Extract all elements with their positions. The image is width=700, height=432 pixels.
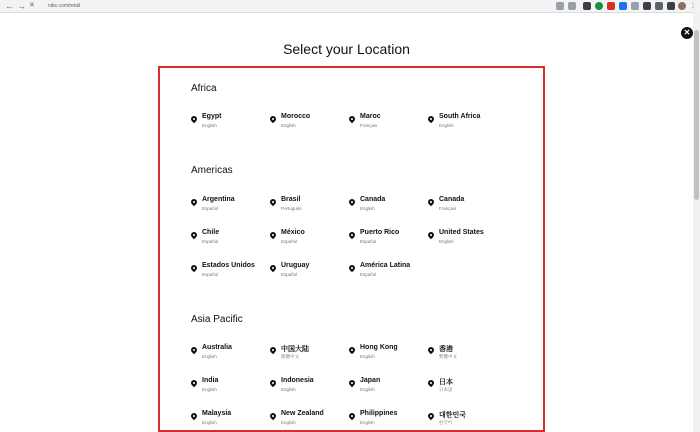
browser-toolbar bbox=[0, 0, 700, 13]
language-label: English bbox=[360, 206, 375, 211]
location-link[interactable] bbox=[191, 113, 271, 135]
pin-icon bbox=[269, 412, 277, 420]
back-icon[interactable]: ← bbox=[5, 1, 14, 11]
location-link[interactable] bbox=[428, 113, 508, 135]
location-link[interactable] bbox=[270, 113, 350, 135]
scrollbar[interactable] bbox=[693, 12, 700, 432]
language-label: Español bbox=[202, 206, 219, 211]
address-bar[interactable]: nike.com/retail bbox=[48, 3, 81, 9]
region-heading-americas: Americas bbox=[191, 165, 233, 176]
country-name: Brasil bbox=[281, 196, 301, 203]
country-name: Canada bbox=[439, 196, 465, 203]
country-name: Indonesia bbox=[281, 377, 314, 384]
pin-icon bbox=[348, 412, 356, 420]
location-link[interactable] bbox=[191, 410, 271, 432]
location-link[interactable] bbox=[349, 344, 429, 366]
location-link[interactable] bbox=[191, 196, 271, 218]
pin-icon bbox=[348, 231, 356, 239]
location-link[interactable] bbox=[349, 229, 429, 251]
language-label: English bbox=[202, 354, 217, 359]
avatar[interactable] bbox=[678, 2, 686, 10]
pin-icon bbox=[190, 346, 198, 354]
language-label: Español bbox=[281, 272, 298, 277]
puzzle-icon[interactable] bbox=[655, 2, 663, 10]
country-name: América Latina bbox=[360, 262, 411, 269]
location-link[interactable] bbox=[191, 344, 271, 366]
pin-icon bbox=[348, 115, 356, 123]
language-label: English bbox=[439, 239, 454, 244]
country-name: South Africa bbox=[439, 113, 481, 120]
location-link[interactable] bbox=[349, 113, 429, 135]
forward-icon[interactable]: → bbox=[17, 1, 26, 11]
media-icon[interactable] bbox=[667, 2, 675, 10]
country-name: Argentina bbox=[202, 196, 235, 203]
pin-icon bbox=[190, 379, 198, 387]
country-name: Hong Kong bbox=[360, 344, 398, 351]
language-label: English bbox=[360, 420, 375, 425]
country-name: Chile bbox=[202, 229, 220, 236]
pin-icon bbox=[348, 346, 356, 354]
language-label: English bbox=[202, 420, 217, 425]
country-name: India bbox=[202, 377, 219, 384]
language-label: English bbox=[281, 123, 296, 128]
pin-icon bbox=[269, 115, 277, 123]
pin-icon bbox=[427, 231, 435, 239]
country-name: México bbox=[281, 229, 305, 236]
country-name: Japan bbox=[360, 377, 381, 384]
language-label: English bbox=[439, 123, 454, 128]
pin-icon bbox=[269, 264, 277, 272]
pin-icon bbox=[269, 198, 277, 206]
country-name: Maroc bbox=[360, 113, 381, 120]
language-label: Español bbox=[360, 239, 377, 244]
pin-icon bbox=[348, 264, 356, 272]
location-link[interactable] bbox=[349, 410, 429, 432]
language-label: Español bbox=[202, 272, 219, 277]
country-name: Uruguay bbox=[281, 262, 310, 269]
pin-icon bbox=[190, 115, 198, 123]
language-label: Español bbox=[202, 239, 219, 244]
reload-icon[interactable]: ✕ bbox=[29, 2, 35, 9]
country-name: 日本 bbox=[439, 379, 453, 386]
location-link[interactable] bbox=[191, 229, 271, 251]
country-name: Estados Unidos bbox=[202, 262, 255, 269]
menu-icon[interactable]: ⋮ bbox=[690, 3, 696, 9]
pin-icon bbox=[348, 198, 356, 206]
language-label: 한국어 bbox=[439, 420, 453, 425]
location-link[interactable] bbox=[270, 377, 350, 399]
country-name: Puerto Rico bbox=[360, 229, 400, 236]
location-link[interactable] bbox=[270, 229, 350, 251]
language-label: Español bbox=[281, 239, 298, 244]
location-link[interactable] bbox=[270, 262, 350, 284]
country-name: United States bbox=[439, 229, 484, 236]
language-label: English bbox=[202, 387, 217, 392]
country-name: 대한민국 bbox=[439, 412, 467, 419]
location-link[interactable] bbox=[428, 344, 508, 366]
pin-icon bbox=[269, 231, 277, 239]
location-link[interactable] bbox=[270, 344, 350, 366]
location-link[interactable] bbox=[349, 196, 429, 218]
page-title: Select your Location bbox=[283, 41, 410, 57]
language-label: Français bbox=[360, 123, 378, 128]
scrollbar-thumb[interactable] bbox=[694, 30, 699, 200]
language-label: Español bbox=[360, 272, 377, 277]
translate-icon[interactable] bbox=[619, 2, 627, 10]
location-link[interactable] bbox=[428, 377, 508, 399]
country-name: Malaysia bbox=[202, 410, 232, 417]
country-name: Canada bbox=[360, 196, 386, 203]
country-name: Egypt bbox=[202, 113, 222, 120]
language-label: Português bbox=[281, 206, 302, 211]
pin-icon bbox=[269, 379, 277, 387]
language-label: English bbox=[360, 387, 375, 392]
country-name: New Zealand bbox=[281, 410, 324, 417]
language-label: English bbox=[281, 420, 296, 425]
location-link[interactable] bbox=[428, 229, 508, 251]
pin-icon bbox=[190, 198, 198, 206]
pin-icon bbox=[427, 115, 435, 123]
language-label: Français bbox=[439, 206, 457, 211]
language-label: English bbox=[202, 123, 217, 128]
pin-icon bbox=[190, 264, 198, 272]
grammarly-icon[interactable] bbox=[595, 2, 603, 10]
pin-icon bbox=[190, 412, 198, 420]
country-name: Morocco bbox=[281, 113, 311, 120]
region-heading-asia-pacific: Asia Pacific bbox=[191, 314, 243, 325]
location-link[interactable] bbox=[428, 196, 508, 218]
location-link[interactable] bbox=[349, 377, 429, 399]
extension-icon[interactable] bbox=[583, 2, 591, 10]
pin-icon bbox=[269, 346, 277, 354]
extension-icon[interactable] bbox=[643, 2, 651, 10]
close-icon[interactable]: ✕ bbox=[681, 27, 693, 39]
pin-icon bbox=[427, 346, 435, 354]
location-link[interactable] bbox=[270, 410, 350, 432]
pin-icon bbox=[190, 231, 198, 239]
location-link[interactable] bbox=[349, 262, 429, 284]
location-link[interactable] bbox=[270, 196, 350, 218]
language-label: English bbox=[360, 354, 375, 359]
star-icon[interactable] bbox=[568, 2, 576, 10]
location-link[interactable] bbox=[191, 262, 271, 284]
country-name: 中国大陆 bbox=[281, 346, 309, 353]
extension-icon[interactable] bbox=[607, 2, 615, 10]
location-link[interactable] bbox=[191, 377, 271, 399]
country-name: 香港 bbox=[439, 346, 453, 353]
region-heading-africa: Africa bbox=[191, 83, 217, 94]
location-link[interactable] bbox=[428, 410, 508, 432]
share-icon[interactable] bbox=[556, 2, 564, 10]
language-label: 日本語 bbox=[439, 387, 453, 392]
pin-icon bbox=[427, 412, 435, 420]
pin-icon bbox=[348, 379, 356, 387]
country-name: Australia bbox=[202, 344, 232, 351]
language-label: English bbox=[281, 387, 296, 392]
country-name: Philippines bbox=[360, 410, 398, 417]
location-panel bbox=[158, 66, 545, 432]
extension-icon[interactable] bbox=[631, 2, 639, 10]
pin-icon bbox=[427, 379, 435, 387]
language-label: 簡體中文 bbox=[281, 354, 299, 359]
language-label: 繁體中文 bbox=[439, 354, 457, 359]
pin-icon bbox=[427, 198, 435, 206]
